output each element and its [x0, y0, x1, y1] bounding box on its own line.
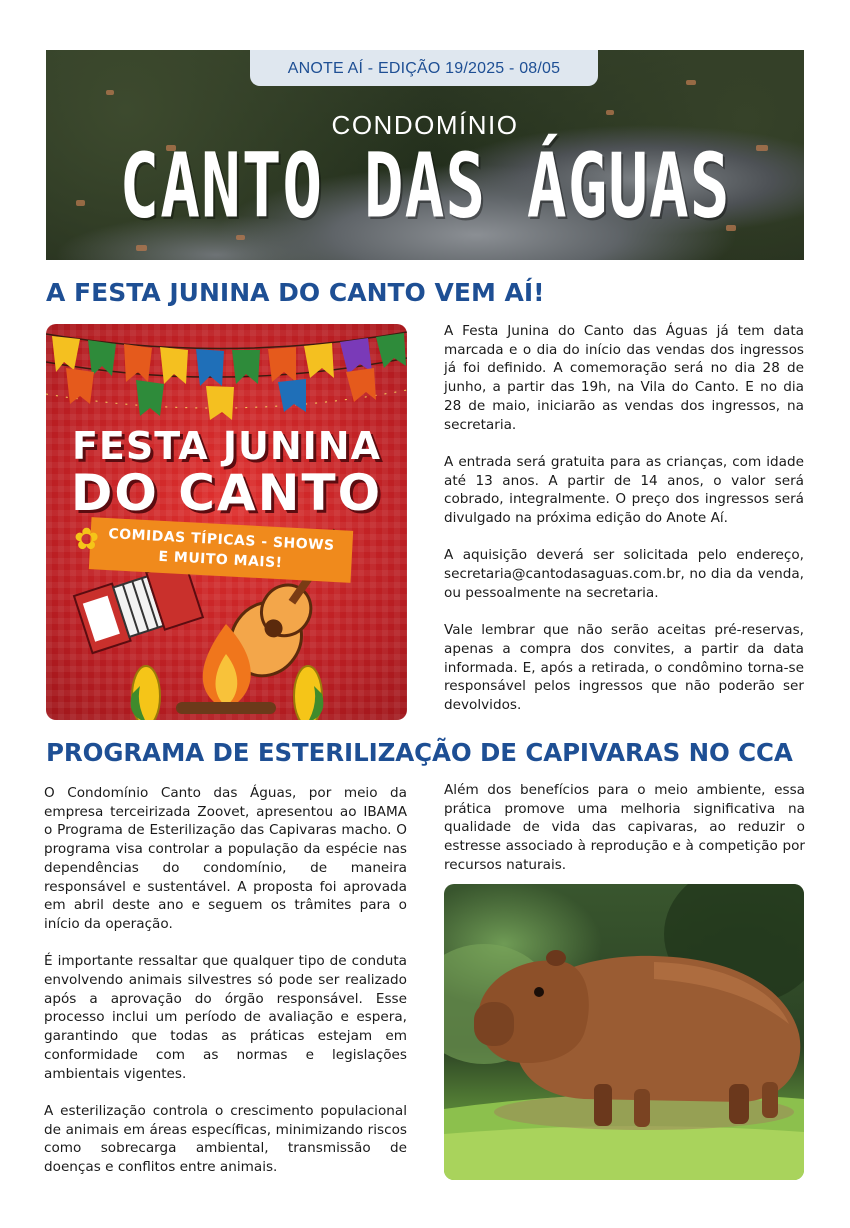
poster-ribbon-line2: E MUITO MAIS!	[158, 548, 283, 572]
programa-paragraph: É importante ressaltar que qualquer tipo de conduta envolvendo animais silvestres só pode ser realizado após a aprovação do órgão responsável. Esse processo inclui um período de avaliação e espera, garantindo que todas as práticas estejam em conformidade com as normas e legislações ambientais vigentes.	[44, 953, 407, 1082]
programa-paragraph: Além dos benefícios para o meio ambiente, essa prática promove uma melhoria significativa na qualidade de vida das capivaras, ao reduzir o estresse associado à reprodução e à competição por recursos naturais.	[444, 782, 805, 873]
edition-label: ANOTE AÍ - EDIÇÃO 19/2025 - 08/05	[250, 50, 598, 86]
header-banner	[46, 50, 804, 260]
festa-text-column	[444, 322, 804, 715]
festa-paragraph: Vale lembrar que não serão aceitas pré-reservas, apenas a compra dos convites, a partir da data informada. E, após a retirada, o condômino torna-se responsável pelos ingressos que não poderão ser devolvidos.	[444, 622, 804, 714]
logo-subtitle: CONDOMÍNIO	[331, 110, 519, 140]
banner-roof	[686, 80, 696, 85]
banner-roof	[136, 245, 147, 251]
programa-left-column	[44, 784, 407, 1177]
festa-heading: A FESTA JUNINA DO CANTO VEM AÍ!	[46, 278, 545, 307]
banner-roof	[106, 90, 114, 95]
programa-heading: PROGRAMA DE ESTERILIZAÇÃO DE CAPIVARAS NO CCA	[46, 738, 793, 767]
sunflower-icon: ✿	[74, 523, 100, 556]
capybara-photo	[444, 884, 804, 1180]
festa-paragraph: A entrada será gratuita para as crianças, com idade até 13 anos. A partir de 14 anos, o valor será cobrado, integralmente. O preço dos ingressos será divulgado na próxima edição do Anote Aí.	[444, 453, 804, 527]
programa-paragraph: A esterilização controla o crescimento populacional de animais em áreas específicas, minimizando riscos como sobrecarga ambiental, transmissão de doenças e conflitos entre animais.	[44, 1102, 407, 1176]
festa-paragraph: A aquisição deverá ser solicitada pelo endereço, secretaria@cantodasaguas.com.br, no dia da venda, ou pessoalmente na secretaria.	[444, 547, 804, 601]
programa-right-column	[444, 781, 805, 875]
logo-title: CANTO DAS ÁGUAS	[119, 134, 731, 238]
festa-poster	[46, 324, 407, 720]
festa-paragraph: A Festa Junina do Canto das Águas já tem data marcada e o dia do início das vendas dos ingressos já foi definido. A comemoração será no dia 28 de junho, a partir das 19h, na Vila do Canto. E no dia 28 de maio, iniciarão as vendas dos ingressos, na secretaria.	[444, 323, 804, 433]
poster-ribbon-line1: COMIDAS TÍPICAS - SHOWS	[108, 526, 336, 554]
poster-title-line1: FESTA JUNINA	[71, 424, 382, 468]
capybara-illustration	[444, 884, 804, 1180]
poster-title-line2: DO CANTO	[70, 464, 383, 522]
programa-paragraph: O Condomínio Canto das Águas, por meio da empresa terceirizada Zoovet, apresentou ao IBAMA o Programa de Esterilização das Capivaras macho. O programa visa controlar a população da espécie nas dependências do condomínio, de maneira responsável e sustentável. A proposta foi aprovada em abril deste ano e seguem os trâmites para o início da operação.	[44, 785, 407, 932]
